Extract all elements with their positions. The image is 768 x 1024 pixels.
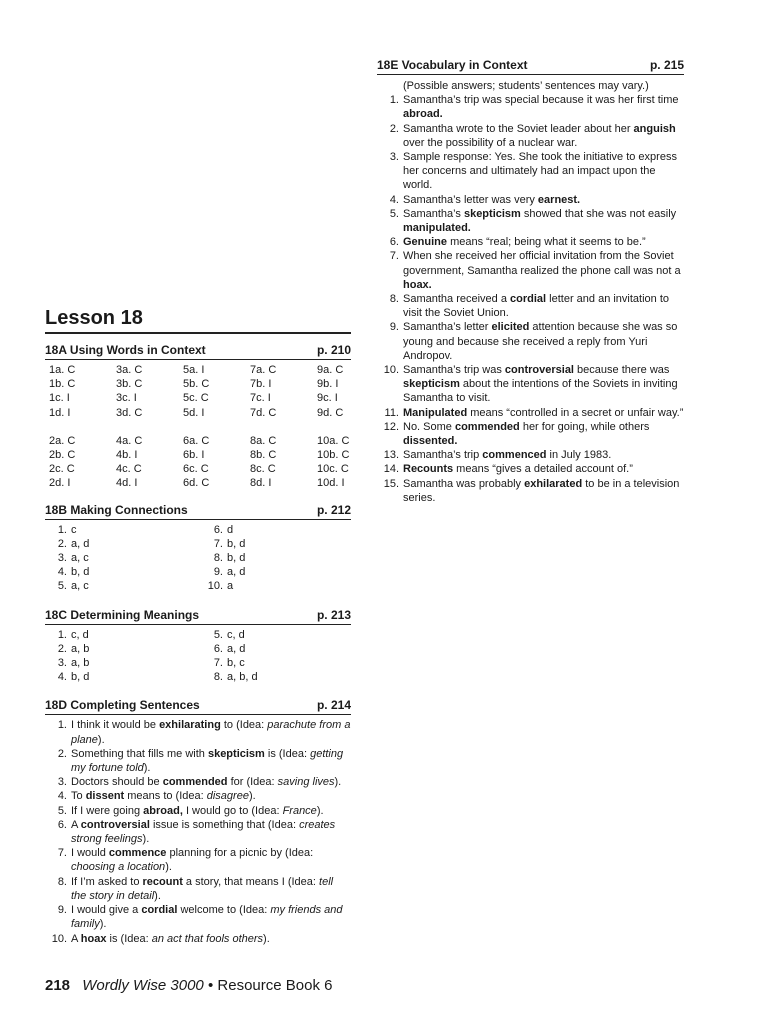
section-18d-item — [45, 718, 351, 746]
section-18e-item-number: 5. — [389, 207, 399, 220]
section-18c-answer-number: 4. — [57, 671, 67, 684]
answer-cell: 9c. I — [317, 392, 338, 405]
section-18e-item-number: 15. — [383, 477, 399, 490]
section-18b-answer-value: b, d — [227, 552, 246, 565]
section-18b-answer-value: b, d — [227, 537, 246, 550]
section-18e-item-text: Samantha was probably exhilarated to be in a television series. — [403, 477, 680, 504]
section-18b — [45, 503, 351, 594]
section-18c-answer-number: 7. — [213, 657, 223, 670]
answer-cell: 6c. C — [183, 463, 209, 476]
section-18e-item-text: Samantha’s trip was controversial because there was skepticism about the intentions of the Soviets in inviting Samantha to visit. — [403, 364, 678, 405]
section-18b-answer — [45, 523, 201, 537]
section-18c — [45, 608, 351, 685]
section-18b-answer-value: d — [227, 523, 234, 536]
section-18c-answer — [201, 670, 351, 684]
answer-cell: 6d. C — [183, 477, 210, 490]
section-18b-answer-value: c — [71, 523, 77, 536]
section-18c-answer-value: c, d — [71, 628, 89, 641]
section-18e-item-text: Manipulated means “controlled in a secret or unfair way.” — [403, 406, 684, 419]
book-title: Wordly Wise 3000 — [82, 977, 204, 994]
section-18a-block-1 — [45, 363, 351, 420]
answer-cell: 4b. I — [116, 449, 138, 462]
section-18e-header — [377, 58, 684, 75]
section-18d-item-number: 8. — [57, 875, 67, 888]
answer-cell: 3b. C — [116, 378, 143, 391]
answer-cell: 8a. C — [250, 434, 277, 447]
section-18c-answer — [201, 642, 351, 656]
answer-cell: 10a. C — [317, 434, 350, 447]
section-18b-answer-number: 2. — [57, 537, 67, 550]
section-18b-answer-number: 8. — [213, 552, 223, 565]
section-18b-answer-number: 5. — [57, 580, 67, 593]
section-18e-item-number: 4. — [389, 193, 399, 206]
section-18d-item-text: To dissent means to (Idea: disagree). — [71, 790, 256, 803]
section-18c-answer — [45, 642, 201, 656]
section-18b-answer — [201, 523, 351, 537]
section-18e-item-text: Samantha wrote to the Soviet leader about her anguish over the possibility of a nuclear war. — [403, 122, 676, 149]
section-18d-title: 18D Completing Sentences — [45, 698, 200, 713]
section-18e-item — [377, 448, 684, 462]
answer-cell: 6b. I — [183, 449, 205, 462]
section-18c-answer-value: a, b, d — [227, 671, 258, 684]
answer-cell: 10b. C — [317, 449, 350, 462]
section-18b-answer-number: 3. — [57, 552, 67, 565]
answer-cell: 2c. C — [49, 463, 75, 476]
section-18b-answers — [45, 523, 351, 594]
section-18e-item-text: Samantha’s skepticism showed that she was not easily manipulated. — [403, 207, 677, 235]
section-18e-item — [377, 406, 684, 420]
section-18d-item — [45, 932, 351, 946]
section-18e-item-number: 12. — [383, 420, 399, 433]
section-18d-item-number: 7. — [57, 847, 67, 860]
answer-cell: 8d. I — [250, 477, 272, 490]
answer-cell: 7d. C — [250, 406, 277, 419]
answer-cell: 8b. C — [250, 449, 277, 462]
answer-cell: 4a. C — [116, 434, 143, 447]
section-18b-answer-value: a, c — [71, 552, 89, 565]
lesson-title: Lesson 18 — [45, 306, 351, 334]
section-18c-answers — [45, 628, 351, 685]
section-18b-answer — [45, 537, 201, 551]
section-18e-item-number: 14. — [383, 463, 399, 476]
section-18b-answer-number: 1. — [57, 523, 67, 536]
section-18d-item-number: 1. — [57, 719, 67, 732]
section-18a-header — [45, 343, 351, 360]
section-18e-item-number: 11. — [384, 406, 399, 419]
section-18b-answer-number: 7. — [213, 537, 223, 550]
section-18e-item-text: Samantha’s letter was very earnest. — [403, 193, 581, 206]
section-18e-item-number: 6. — [389, 236, 399, 249]
section-18d-header — [45, 698, 351, 715]
answer-cell: 8c. C — [250, 463, 276, 476]
section-18d-item-number: 4. — [57, 790, 67, 803]
section-18d-item-text: I would give a cordial welcome to (Idea: my friends and family). — [71, 904, 343, 931]
section-18e-item — [377, 93, 684, 121]
section-18b-answer-number: 9. — [213, 566, 223, 579]
answer-cell: 2b. C — [49, 449, 76, 462]
section-18b-answer-value: a — [227, 580, 234, 593]
answer-cell: 5d. I — [183, 406, 205, 419]
section-18b-answer — [45, 565, 201, 579]
answer-cell: 1b. C — [49, 378, 76, 391]
section-18d-item-text: I would commence planning for a picnic by (Idea: choosing a location). — [71, 847, 314, 874]
section-18b-answer-value: a, d — [227, 566, 246, 579]
section-18e-note-row — [377, 79, 684, 93]
section-18c-answer-number: 8. — [213, 671, 223, 684]
section-18d-item-number: 5. — [57, 804, 67, 817]
section-18e-item — [377, 150, 684, 193]
section-18e-item — [377, 420, 684, 448]
section-18e — [377, 58, 684, 505]
answer-cell: 1a. C — [49, 364, 76, 376]
section-18e-item-text: Samantha’s trip commenced in July 1983. — [403, 449, 612, 462]
section-18e-item — [377, 193, 684, 207]
answer-cell: 5c. C — [183, 392, 209, 405]
answer-cell: 5b. C — [183, 378, 210, 391]
section-18e-page: p. 215 — [649, 58, 684, 72]
section-18b-answer-number: 6. — [213, 523, 223, 536]
answer-cell: 2a. C — [49, 434, 76, 447]
section-18c-answer — [201, 656, 351, 670]
answer-cell: 9a. C — [317, 364, 344, 376]
section-18c-answer-value: a, d — [227, 642, 246, 655]
section-18d-item-number: 9. — [57, 904, 67, 917]
section-18d-item-number: 6. — [57, 818, 67, 831]
section-18d-item — [45, 846, 351, 874]
section-18b-page: p. 212 — [316, 502, 351, 517]
section-18e-item-number: 8. — [389, 293, 399, 306]
answer-cell: 4c. C — [116, 463, 142, 476]
section-18e-item-text: Samantha’s letter elicited attention because she was so young and because she received a reply from Yuri Andropov. — [403, 321, 678, 362]
section-18e-item — [377, 292, 684, 320]
page-number: 218 — [45, 977, 71, 994]
section-18d-items — [45, 718, 351, 945]
section-18b-answer — [201, 579, 351, 593]
section-18b-answer-number: 10. — [207, 580, 223, 593]
section-18d-item-number: 3. — [57, 776, 67, 789]
section-18e-item — [377, 320, 684, 363]
section-18e-item-text: Samantha received a cordial letter and an invitation to visit the Soviet Union. — [403, 293, 670, 320]
section-18e-item-number: 10. — [383, 364, 399, 377]
section-18b-answer — [201, 537, 351, 551]
section-18a-page: p. 210 — [316, 343, 351, 357]
answer-cell: 10d. I — [317, 477, 345, 490]
answer-cell: 9d. C — [317, 406, 344, 419]
section-18b-answer-number: 4. — [57, 566, 67, 579]
section-18c-answer-number: 5. — [213, 628, 223, 641]
answer-cell: 7c. I — [250, 392, 271, 405]
section-18d-item-text: Doctors should be commended for (Idea: saving lives). — [71, 776, 342, 789]
answer-cell: 9b. I — [317, 378, 339, 391]
section-18c-answer — [45, 628, 201, 642]
section-18d-item — [45, 903, 351, 931]
section-18a-title: 18A Using Words in Context — [45, 343, 206, 357]
section-18e-item-text: Samantha’s trip was special because it was her first time abroad. — [403, 94, 679, 121]
answer-cell: 3c. I — [116, 392, 137, 405]
answer-cell: 7a. C — [250, 364, 277, 376]
section-18e-item-number: 9. — [389, 321, 399, 334]
section-18c-answer-value: b, c — [227, 657, 245, 670]
section-18e-item — [377, 207, 684, 235]
section-18c-answer-value: c, d — [227, 628, 245, 641]
section-18e-item-number: 3. — [389, 151, 399, 164]
section-18e-note: (Possible answers; students’ sentences may vary.) — [403, 80, 649, 92]
section-18d-item — [45, 804, 351, 818]
section-18e-item — [377, 249, 684, 292]
section-18d-item-number: 2. — [57, 747, 67, 760]
section-18d-item-text: If I were going abroad, I would go to (Idea: France). — [71, 804, 324, 817]
section-18b-answer — [201, 551, 351, 565]
section-18e-item-text: Genuine means “real; being what it seems to be.” — [403, 236, 646, 249]
section-18d-item — [45, 818, 351, 846]
section-18e-item — [377, 122, 684, 150]
answer-cell: 10c. C — [317, 463, 349, 476]
section-18d-item-text: If I’m asked to recount a story, that means I (Idea: tell the story in detail). — [71, 875, 334, 902]
section-18d-item — [45, 789, 351, 803]
section-18c-answer-number: 1. — [57, 628, 67, 641]
section-18b-answer — [45, 551, 201, 565]
section-18e-item-text: No. Some commended her for going, while others dissented. — [403, 420, 650, 448]
answer-cell: 3a. C — [116, 364, 143, 376]
section-18e-item-number: 7. — [389, 250, 399, 263]
section-18c-answer-number: 3. — [57, 657, 67, 670]
section-18d-item-text: I think it would be exhilarating to (Idea: parachute from a plane). — [71, 719, 351, 746]
section-18e-item — [377, 477, 684, 505]
section-18e-item-text: Recounts means “gives a detailed account of.” — [403, 463, 633, 476]
section-18d-item — [45, 775, 351, 789]
section-18e-list — [377, 79, 684, 505]
section-18e-item-text: When she received her official invitation from the Soviet government, Samantha realized the phone call was not a hoax. — [403, 250, 681, 291]
answer-cell: 2d. I — [49, 477, 71, 490]
left-column — [45, 306, 351, 946]
section-18c-answer-number: 2. — [57, 642, 67, 655]
answer-cell: 4d. I — [116, 477, 138, 490]
page-footer — [45, 977, 332, 995]
section-18b-answer-value: b, d — [71, 566, 90, 579]
section-18d — [45, 698, 351, 945]
section-18e-item — [377, 363, 684, 406]
section-18e-item — [377, 462, 684, 476]
section-18c-answer-number: 6. — [213, 642, 223, 655]
section-18e-item-number: 2. — [389, 122, 399, 135]
section-18e-items — [377, 93, 684, 505]
section-18b-title: 18B Making Connections — [45, 502, 188, 517]
section-18e-item-number: 13. — [383, 449, 399, 462]
section-18c-title: 18C Determining Meanings — [45, 607, 200, 622]
section-18b-answer-value: a, d — [71, 537, 90, 550]
section-18b-answer-value: a, c — [71, 580, 89, 593]
section-18d-item — [45, 747, 351, 775]
section-18d-item-text: Something that fills me with skepticism is (Idea: getting my fortune told). — [71, 747, 344, 775]
answer-cell: 5a. I — [183, 364, 205, 376]
answer-cell: 7b. I — [250, 378, 272, 391]
section-18d-item — [45, 875, 351, 903]
section-18c-answer-value: b, d — [71, 671, 90, 684]
section-18c-answer — [45, 670, 201, 684]
section-18b-answer — [45, 579, 201, 593]
section-18e-item — [377, 235, 684, 249]
section-18e-item-number: 1. — [389, 94, 399, 107]
section-18c-answer — [45, 656, 201, 670]
answer-cell: 6a. C — [183, 434, 210, 447]
section-18b-answer — [201, 565, 351, 579]
section-18b-header — [45, 503, 351, 520]
section-18d-page: p. 214 — [316, 698, 351, 713]
section-18e-title: 18E Vocabulary in Context — [377, 58, 528, 72]
book-subtitle: Resource Book 6 — [217, 977, 333, 994]
section-18c-header — [45, 608, 351, 625]
answer-cell: 1d. I — [49, 406, 71, 419]
section-18e-item-text: Sample response: Yes. She took the initiative to express her concerns and ultimately had an impact upon the world. — [403, 151, 677, 192]
section-18a-block-2 — [45, 434, 351, 491]
section-18c-answer — [201, 628, 351, 642]
footer-bullet: • — [207, 977, 214, 994]
section-18c-answer-value: a, b — [71, 657, 90, 670]
section-18d-item-text: A controversial issue is something that (Idea: creates strong feelings). — [71, 818, 336, 846]
section-18d-item-number: 10. — [51, 932, 67, 945]
section-18d-item-text: A hoax is (Idea: an act that fools others). — [71, 932, 270, 945]
section-18a — [45, 343, 351, 491]
answer-cell: 3d. C — [116, 406, 143, 419]
answer-cell: 1c. I — [49, 392, 70, 405]
section-18c-answer-value: a, b — [71, 642, 90, 655]
section-18c-page: p. 213 — [316, 607, 351, 622]
